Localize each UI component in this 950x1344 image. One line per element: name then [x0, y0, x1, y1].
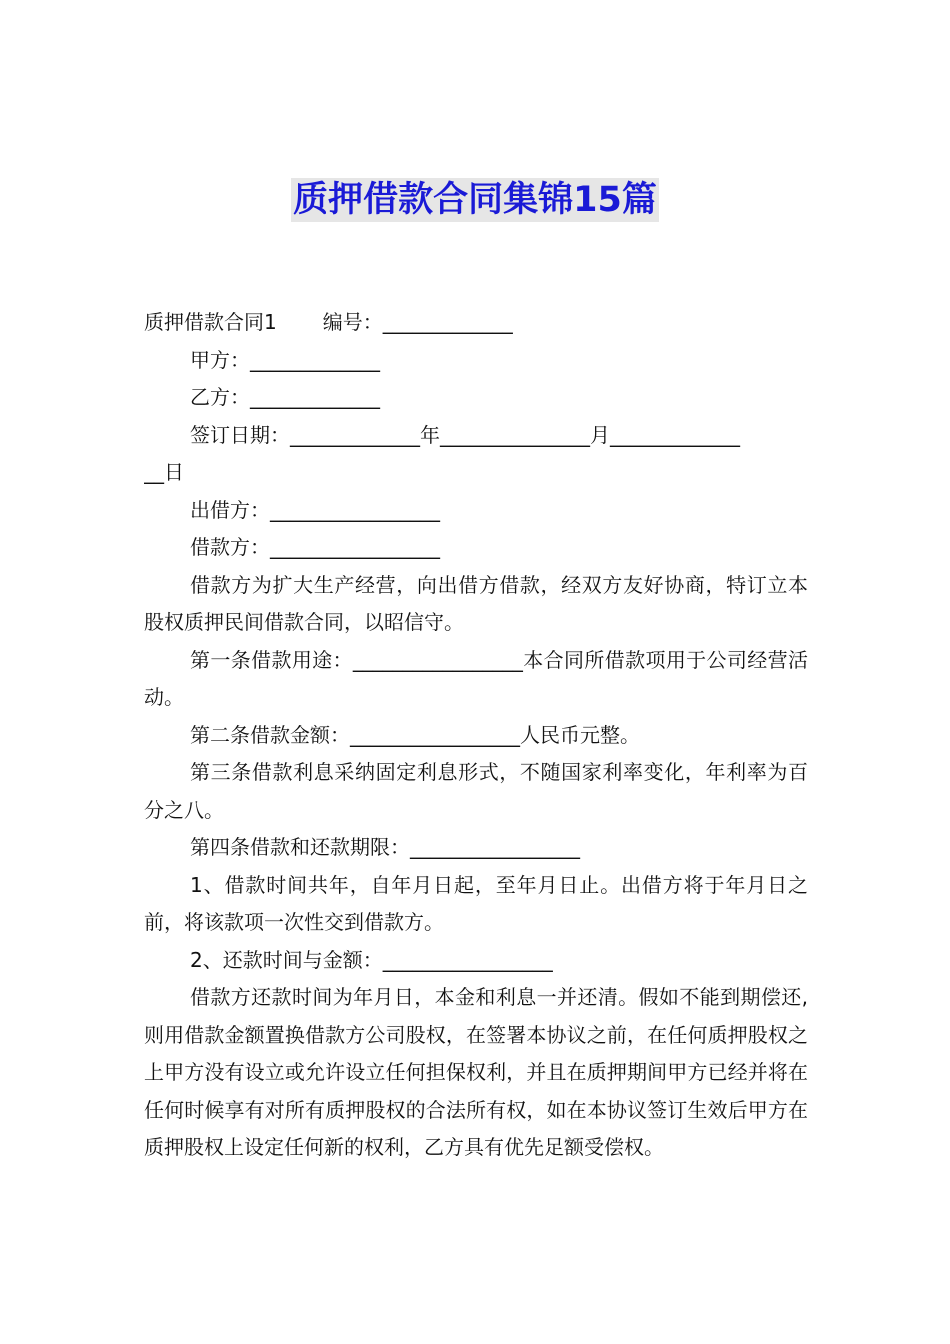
- party-b-line: 乙方：_____________: [190, 385, 380, 409]
- item-2-paragraph: 2、还款时间与金额：_________________: [190, 947, 553, 972]
- sign-date-line: 签订日期：_____________年_______________月_____________: [190, 422, 740, 447]
- contract-header-line: [144, 304, 808, 342]
- title-container: [0, 178, 950, 222]
- lender-line: 出借方：_________________: [190, 497, 440, 522]
- item-1-paragraph: 1、借款时间共年，自年月日起，至年月日止。出借方将于年月日之前，将该款项一次性交到借款方。: [144, 872, 808, 934]
- article-1-paragraph: 第一条借款用途：_________________本合同所借款项用于公司经营活动。: [144, 647, 808, 709]
- sign-date-line-end: __日: [144, 460, 184, 484]
- document-title: 质押借款合同集锦15篇: [293, 180, 657, 220]
- repayment-paragraph: 借款方还款时间为年月日，本金和利息一并还清。假如不能到期偿还,则用借款金额置换借款方公司股权，在签署本协议之前，在任何质押股权之上甲方没有设立或允许设立任何担保权利，并且在质押期间甲方已经并将在任何时候享有对所有质押股权的合法所有权，如在本协议签订生效后甲方在质押股权上设定任何新的权利，乙方具有优先足额受偿权。: [144, 985, 808, 1159]
- article-4-paragraph: 第四条借款和还款期限：_________________: [190, 835, 580, 859]
- contract-header: 质押借款合同1: [144, 310, 277, 334]
- party-a-line: 甲方：_____________: [190, 347, 380, 372]
- article-2-paragraph: 第二条借款金额：_________________人民币元整。: [190, 722, 640, 747]
- document-body: [144, 304, 808, 1167]
- borrower-line: 借款方：_________________: [190, 535, 440, 559]
- article-3-paragraph: 第三条借款利息采纳固定利息形式，不随国家利率变化，年利率为百分之八。: [144, 760, 808, 822]
- contract-number-field: 编号：_____________: [322, 310, 513, 334]
- preamble-paragraph: 借款方为扩大生产经营，向出借方借款，经双方友好协商，特订立本股权质押民间借款合同，以昭信守。: [144, 572, 808, 634]
